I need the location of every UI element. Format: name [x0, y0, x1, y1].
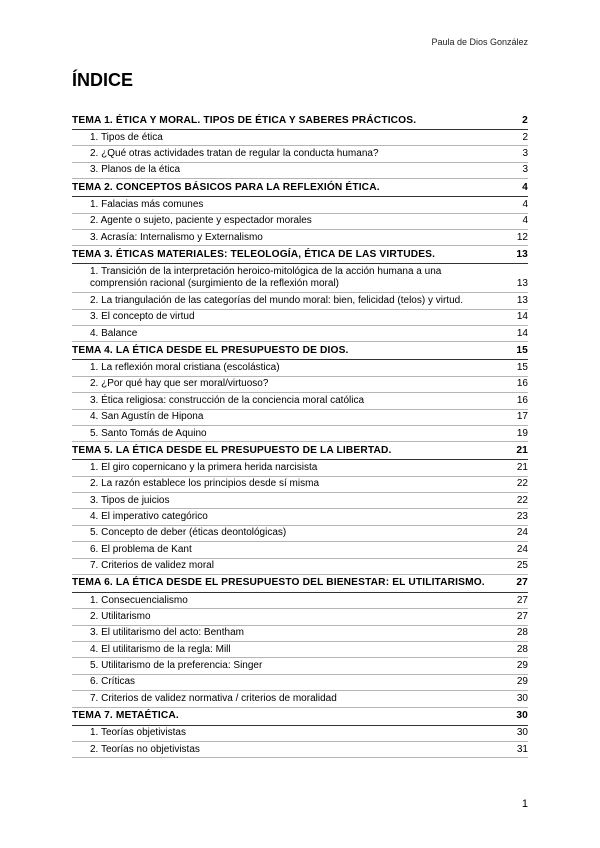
table-of-contents — [72, 112, 528, 758]
toc-section-row[interactable] — [72, 742, 528, 758]
toc-section-row[interactable] — [72, 691, 528, 707]
toc-section-title: 4. El utilitarismo de la regla: Mill — [90, 643, 231, 655]
toc-chapter-row[interactable] — [72, 708, 528, 726]
toc-page-number: 19 — [516, 427, 528, 439]
toc-page-number: 24 — [516, 527, 528, 539]
toc-page-number: 27 — [516, 577, 528, 589]
toc-page-number: 24 — [516, 543, 528, 555]
toc-section-row[interactable] — [72, 130, 528, 146]
toc-section-title: 1. La reflexión moral cristiana (escolástica) — [90, 362, 280, 374]
toc-section-row[interactable] — [72, 542, 528, 558]
toc-section-row[interactable] — [72, 609, 528, 625]
toc-section-title: 5. Santo Tomás de Aquino — [90, 427, 207, 439]
toc-section-title: 2. Utilitarismo — [90, 610, 151, 622]
toc-page-number: 14 — [516, 311, 528, 323]
toc-section-row[interactable] — [72, 493, 528, 509]
toc-section-row[interactable] — [72, 675, 528, 691]
toc-section-title: 7. Criterios de validez moral — [90, 560, 214, 572]
toc-chapter-title: TEMA 1. ÉTICA Y MORAL. TIPOS DE ÉTICA Y SABERES PRÁCTICOS. — [72, 114, 417, 126]
toc-chapter-row[interactable] — [72, 112, 528, 130]
toc-chapter-title: TEMA 7. METAÉTICA. — [72, 710, 179, 721]
toc-page-number: 30 — [516, 710, 528, 721]
toc-section-title: 2. La triangulación de las categorías del mundo moral: bien, felicidad (telos) y virtud. — [90, 294, 463, 306]
toc-chapter-row[interactable] — [72, 442, 528, 460]
toc-section-row[interactable] — [72, 658, 528, 674]
page-title: ÍNDICE — [72, 70, 134, 90]
toc-section-row[interactable] — [72, 642, 528, 658]
toc-chapter-row[interactable] — [72, 246, 528, 264]
toc-section-title: 3. Acrasía: Internalismo y Externalismo — [90, 231, 263, 243]
toc-page-number: 16 — [516, 394, 528, 406]
toc-page-number: 27 — [516, 610, 528, 622]
toc-section-title: 6. Críticas — [90, 676, 136, 688]
toc-page-number: 3 — [522, 164, 528, 176]
page-header-author: Paula de Dios González — [431, 37, 528, 47]
toc-page-number: 28 — [516, 643, 528, 655]
toc-section-row[interactable] — [72, 460, 528, 476]
toc-page-number: 23 — [516, 511, 528, 523]
toc-section-title: 1. Tipos de ética — [90, 131, 163, 143]
toc-page-number: 13 — [516, 248, 528, 260]
toc-section-title: 1. El giro copernicano y la primera herida narcisista — [90, 461, 318, 473]
toc-section-title: 2. ¿Qué otras actividades tratan de regular la conducta humana? — [90, 148, 379, 160]
toc-page-number: 29 — [516, 660, 528, 672]
toc-section-row[interactable] — [72, 410, 528, 426]
toc-page-number: 22 — [516, 494, 528, 506]
toc-chapter-title: TEMA 3. ÉTICAS MATERIALES: TELEOLOGÍA, ÉTICA DE LAS VIRTUDES. — [72, 248, 436, 260]
toc-page-number: 31 — [516, 743, 528, 755]
toc-section-title: 1. Transición de la interpretación heroico-mitológica de la acción humana a una comprensión racional (surgimiento de la reflexión moral) — [90, 266, 442, 290]
toc-section-title: 3. Planos de la ética — [90, 164, 181, 176]
toc-page-number: 15 — [516, 344, 528, 356]
toc-section-title: 1. Teorías objetivistas — [90, 727, 186, 739]
toc-section-row[interactable] — [72, 214, 528, 230]
toc-page-number: 2 — [522, 131, 528, 143]
toc-chapter-title: TEMA 4. LA ÉTICA DESDE EL PRESUPUESTO DE DIOS. — [72, 344, 349, 356]
toc-section-title: 3. Ética religiosa: construcción de la conciencia moral católica — [90, 394, 365, 406]
toc-page-number: 21 — [516, 444, 528, 456]
toc-page-number: 29 — [516, 676, 528, 688]
toc-chapter-row[interactable] — [72, 179, 528, 197]
toc-page-number: 16 — [516, 378, 528, 390]
toc-section-row[interactable] — [72, 293, 528, 309]
toc-page-number: 21 — [516, 461, 528, 473]
toc-section-row[interactable] — [72, 726, 528, 742]
toc-chapter-row[interactable] — [72, 342, 528, 360]
toc-chapter-row[interactable] — [72, 575, 528, 593]
toc-section-row[interactable] — [72, 626, 528, 642]
toc-page-number: 30 — [516, 692, 528, 704]
toc-page-number: 22 — [516, 478, 528, 490]
toc-section-row[interactable] — [72, 426, 528, 442]
toc-section-row[interactable] — [72, 559, 528, 575]
toc-section-title: 4. El imperativo categórico — [90, 511, 208, 523]
page-number: 1 — [521, 798, 528, 810]
toc-section-row[interactable] — [72, 326, 528, 342]
toc-section-title: 1. Consecuencialismo — [90, 594, 188, 606]
toc-section-title: 6. El problema de Kant — [90, 543, 192, 555]
toc-page-number: 30 — [516, 727, 528, 739]
toc-page-number: 25 — [516, 560, 528, 572]
toc-page-number: 17 — [516, 411, 528, 423]
toc-section-row[interactable] — [72, 393, 528, 409]
toc-page-number: 4 — [522, 215, 528, 227]
toc-section-title: 7. Criterios de validez normativa / criterios de moralidad — [90, 692, 337, 704]
toc-section-title: 2. La razón establece los principios desde sí misma — [90, 478, 320, 490]
toc-section-row[interactable] — [72, 146, 528, 162]
toc-section-title: 5. Utilitarismo de la preferencia: Singer — [90, 660, 263, 672]
toc-section-row[interactable] — [72, 197, 528, 213]
toc-section-row[interactable] — [72, 230, 528, 246]
toc-section-row[interactable] — [72, 526, 528, 542]
toc-page-number: 27 — [516, 594, 528, 606]
toc-section-title: 2. Agente o sujeto, paciente y espectador morales — [90, 215, 312, 227]
toc-page-number: 13 — [516, 278, 528, 290]
toc-section-row[interactable] — [72, 310, 528, 326]
toc-page-number: 4 — [522, 181, 528, 193]
toc-page-number: 15 — [516, 362, 528, 374]
toc-page-number: 2 — [522, 114, 528, 126]
toc-section-row[interactable] — [72, 163, 528, 179]
toc-page-number: 4 — [522, 198, 528, 210]
toc-section-row[interactable] — [72, 509, 528, 525]
toc-section-title: 3. El concepto de virtud — [90, 311, 195, 323]
toc-page-number: 12 — [516, 231, 528, 243]
toc-section-title: 4. Balance — [90, 327, 138, 339]
toc-page-number: 28 — [516, 627, 528, 639]
toc-section-title: 3. El utilitarismo del acto: Bentham — [90, 627, 244, 639]
toc-chapter-title: TEMA 5. LA ÉTICA DESDE EL PRESUPUESTO DE LA LIBERTAD. — [72, 444, 392, 456]
toc-section-title: 2. ¿Por qué hay que ser moral/virtuoso? — [90, 378, 269, 390]
toc-page-number: 3 — [522, 148, 528, 160]
toc-section-title: 4. San Agustín de Hipona — [90, 411, 204, 423]
toc-chapter-title: TEMA 2. CONCEPTOS BÁSICOS PARA LA REFLEXIÓN ÉTICA. — [72, 181, 380, 193]
toc-section-title: 2. Teorías no objetivistas — [90, 743, 200, 755]
toc-section-title: 3. Tipos de juicios — [90, 494, 170, 506]
toc-page-number: 13 — [516, 294, 528, 306]
toc-section-row[interactable] — [72, 593, 528, 609]
toc-section-row[interactable] — [72, 360, 528, 376]
toc-page-number: 14 — [516, 327, 528, 339]
toc-section-title: 5. Concepto de deber (éticas deontológicas) — [90, 527, 287, 539]
toc-section-title: 1. Falacias más comunes — [90, 198, 204, 210]
toc-section-row[interactable] — [72, 477, 528, 493]
toc-section-row[interactable] — [72, 264, 528, 293]
toc-chapter-title: TEMA 6. LA ÉTICA DESDE EL PRESUPUESTO DEL BIENESTAR: EL UTILITARISMO. — [72, 577, 485, 589]
toc-section-row[interactable] — [72, 377, 528, 393]
